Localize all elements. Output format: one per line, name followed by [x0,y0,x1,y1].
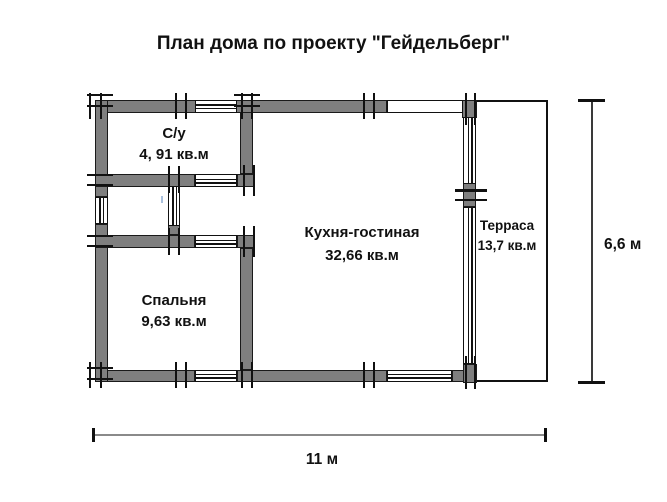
log-joint-tick [87,235,113,237]
log-joint-tick [455,199,487,201]
log-joint-tick [175,362,177,388]
room-label-terrace [478,216,537,256]
log-joint-tick [87,367,113,369]
bathroom-door-pane-line [196,179,236,180]
bathroom-door [195,174,237,187]
log-joint-tick [178,166,180,193]
log-joint-tick [87,184,113,186]
bedroom-east-wall [240,248,253,370]
log-joint-tick [373,93,375,119]
bedroom-south-window-pane-line [196,377,236,378]
log-joint-tick [465,356,467,389]
log-joint-tick [363,93,365,119]
bathroom-north-window-pane-line [196,104,236,105]
height-dim-cap-bottom [578,381,605,384]
log-joint-tick [234,94,260,96]
page-title: План дома по проекту "Гейдельберг" [156,33,511,54]
kitchen-south-window [387,370,452,383]
log-joint-tick [253,165,255,196]
room-area-terrace: 13,7 кв.м [477,238,537,253]
log-joint-tick [474,356,476,389]
stray-cursor-artifact [161,196,163,203]
log-joint-tick [89,362,91,388]
bedroom-door-pane-line [196,243,236,244]
top-wall-opening [387,100,463,113]
room-label-bedroom [141,290,206,332]
height-dimension-label: 6,6 м [604,236,642,253]
width-dim-line [93,434,545,436]
log-joint-tick [168,166,170,193]
room-name-bedroom: Спальня [141,292,207,309]
glass-wall-window-upper-pane-line [468,118,469,183]
log-joint-tick [87,378,113,380]
bedroom-door [195,235,237,248]
log-joint-tick [241,362,243,388]
log-joint-tick [168,228,170,255]
log-joint-tick [100,362,102,388]
hall-west-window [95,197,108,224]
log-joint-tick [373,362,375,388]
glass-wall-window-lower [463,207,476,364]
log-joint-tick [243,165,245,196]
bathroom-north-window-pane-line [196,108,236,109]
log-joint-tick [175,93,177,119]
room-name-terrace: Терраса [479,218,535,233]
room-name-bathroom: С/у [162,125,186,142]
room-name-kitchen-living: Кухня-гостиная [304,224,420,241]
log-joint-tick [185,362,187,388]
hall-partition-door-pane-line [176,187,177,225]
log-joint-tick [185,93,187,119]
glass-wall-window-lower-pane-line [468,208,469,363]
log-joint-tick [474,93,476,125]
log-joint-tick [251,362,253,388]
bathroom-north-window [195,100,237,113]
log-joint-tick [87,245,113,247]
log-joint-tick [363,362,365,388]
hall-west-window-pane-line [99,198,100,223]
room-area-bathroom: 4, 91 кв.м [139,146,209,163]
width-dim-end-right [544,428,547,442]
log-joint-tick [87,105,113,107]
log-joint-tick [178,228,180,255]
log-joint-tick [243,226,245,257]
bathroom-east-wall [240,112,253,174]
glass-wall-window-upper [463,117,476,184]
log-joint-tick [465,93,467,125]
width-dimension-label: 11 м [305,451,339,468]
bedroom-south-window [195,370,237,383]
kitchen-south-window-pane-line [388,374,451,375]
bedroom-south-window-pane-line [196,374,236,375]
glass-wall-window-upper-pane-line [471,118,472,183]
bedroom-door-pane-line [196,240,236,241]
room-label-kitchen-living [305,221,420,267]
log-joint-tick [87,94,113,96]
height-dim-line [591,100,593,383]
glass-wall-window-lower-pane-line [471,208,472,363]
glass-wall-mid-block [463,183,476,207]
height-dim-cap-top [578,99,605,102]
log-joint-tick [234,105,260,107]
room-area-bedroom: 9,63 кв.м [141,313,207,330]
log-joint-tick [87,174,113,176]
log-joint-tick [455,189,487,191]
log-joint-tick [253,226,255,257]
width-dim-end-left [92,428,95,442]
room-area-kitchen-living: 32,66 кв.м [325,247,399,264]
room-label-bathroom [139,123,209,165]
bottom-wall-left [95,370,195,383]
bathroom-door-pane-line [196,182,236,183]
kitchen-south-window-pane-line [388,377,451,378]
hall-partition-door-pane-line [172,187,173,225]
hall-west-window-pane-line [103,198,104,223]
